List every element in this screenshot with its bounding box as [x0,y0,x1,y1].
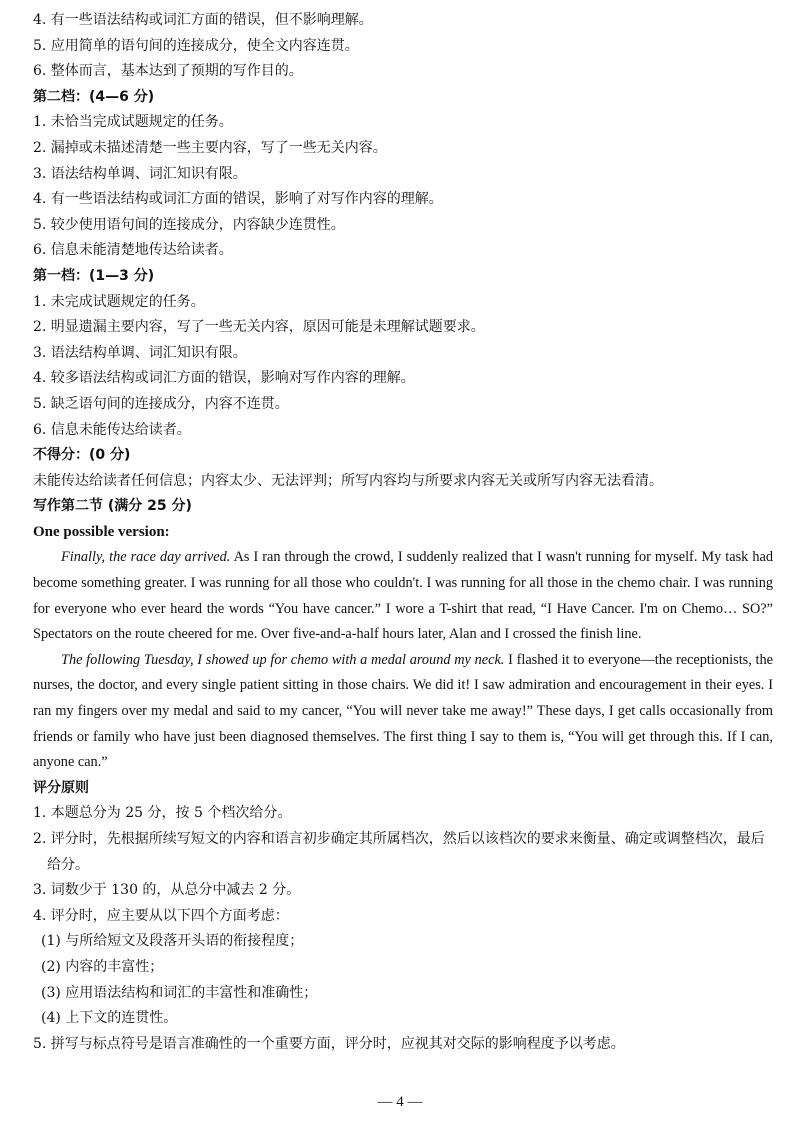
principle-item: 1. 本题总分为 25 分，按 5 个档次给分。 [33,805,292,822]
criterion-item: 1. 未恰当完成试题规定的任务。 [33,114,233,131]
principles-heading: 评分原则 [33,779,89,796]
criterion-item: 4. 有一些语法结构或词汇方面的错误，但不影响理解。 [33,12,373,28]
page-number: — 4 — [377,1094,423,1110]
aspect-item: (1) 与所给短文及段落开头语的衔接程度； [41,933,304,950]
version-heading: One possible version: [33,523,170,540]
paragraph-1-body: As I ran through the crowd, I suddenly realized that I wasn't running for myself. My task had become something greater. I was running for all those who couldn't. I was running for all those in the chemo chair. I was running for everyone who ever heard the words “You have cancer.” I wore a T-shirt that read, “I Have Cancer. I'm on Chemo… SO?” Spectators on the route cheered for me. Over five-and-a-half hours later, Alan and I crossed the finish line. [33,549,773,643]
principle-item: 5. 拼写与标点符号是语言准确性的一个重要方面，评分时，应视其对交际的影响程度予以考虑。 [33,1035,625,1052]
section-heading: 写作第二节 (满分 25 分) [33,498,192,515]
essay-paragraph-2 [33,648,773,776]
criterion-item: 1. 未完成试题规定的任务。 [33,293,205,310]
criterion-item: 5. 应用简单的语句间的连接成分，使全文内容连贯。 [33,37,359,54]
criterion-item: 6. 整体而言，基本达到了预期的写作目的。 [33,63,303,80]
aspect-item: (4) 上下文的连贯性。 [41,1010,178,1027]
principle-item: 3. 词数少于 130 的，从总分中减去 2 分。 [33,882,301,899]
tier0-heading: 不得分：(0 分) [33,447,131,464]
criterion-item: 6. 信息未能清楚地传达给读者。 [33,242,233,259]
sample-essay [33,545,773,775]
page-content [33,8,773,1057]
scoring-principles [33,801,773,1057]
aspect-item: (2) 内容的丰富性； [41,958,164,975]
essay-paragraph-1 [33,545,773,647]
tier0-text: 未能传达给读者任何信息；内容太少、无法评判；所写内容均与所要求内容无关或所写内容无法看清。 [33,472,663,489]
tier2-heading: 第二档：(4—6 分) [33,88,155,105]
criterion-item: 2. 漏掉或未描述清楚一些主要内容，写了一些无关内容。 [33,139,387,156]
paragraph-2-body: I flashed it to everyone—the receptionists, the nurses, the doctor, and every single patient sitting in those chairs. We did it! I saw admiration and encouragement in their eyes. I ran my fingers over my medal and said to my cancer, “You will never take me away!” These days, I get calls occasionally from friends or family who have just been diagnosed themselves. The first thing I say to them is, “You will get through this. If I can, anyone can.” [33,651,773,771]
tier1-heading: 第一档：(1—3 分) [33,267,155,284]
aspect-item: (3) 应用语法结构和词汇的丰富性和准确性； [41,984,318,1001]
criterion-item: 3. 语法结构单调、词汇知识有限。 [33,165,247,182]
criterion-item: 6. 信息未能传达给读者。 [33,421,191,438]
criterion-item: 2. 明显遗漏主要内容，写了一些无关内容，原因可能是未理解试题要求。 [33,319,485,336]
tier1-criteria [33,290,773,444]
tier3-criteria-continued [33,8,773,85]
criterion-item: 4. 有一些语法结构或词汇方面的错误，影响了对写作内容的理解。 [33,191,443,208]
paragraph-2-opening: The following Tuesday, I showed up for chemo with a medal around my neck. [61,651,505,668]
tier2-criteria [33,110,773,264]
criterion-item: 5. 较少使用语句间的连接成分，内容缺少连贯性。 [33,216,345,233]
principle-item: 4. 评分时，应主要从以下四个方面考虑： [33,907,289,924]
paragraph-1-opening: Finally, the race day arrived. [61,549,231,566]
criterion-item: 5. 缺乏语句间的连接成分，内容不连贯。 [33,395,289,412]
criterion-item: 4. 较多语法结构或词汇方面的错误，影响对写作内容的理解。 [33,370,415,387]
principle-item: 2. 评分时，先根据所续写短文的内容和语言初步确定其所属档次，然后以该档次的要求来衡量、确定或调整档次，最后给分。 [33,831,765,873]
criterion-item: 3. 语法结构单调、词汇知识有限。 [33,344,247,361]
